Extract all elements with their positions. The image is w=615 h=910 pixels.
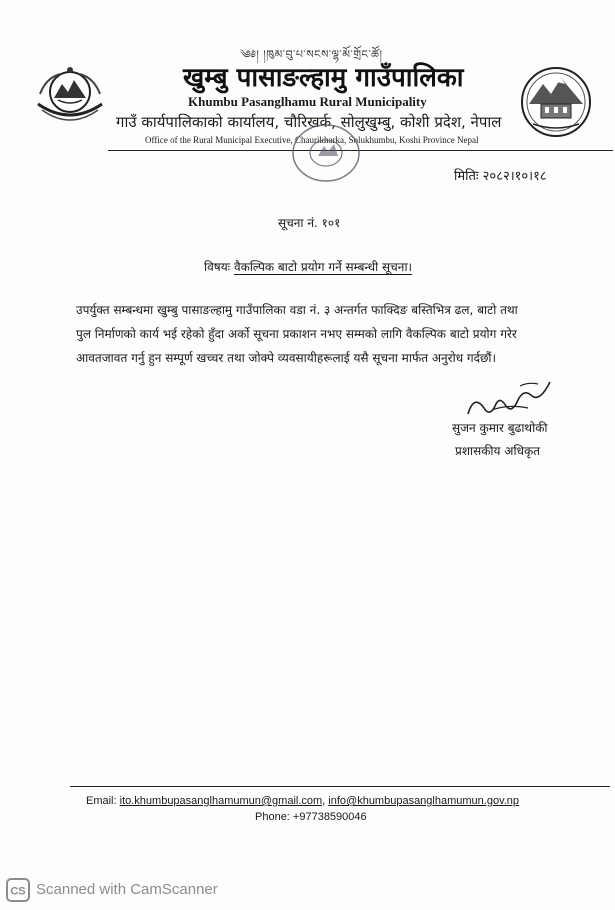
footer-email-line [86, 795, 519, 807]
email-label: Email: [86, 795, 117, 807]
municipality-logo [519, 66, 593, 138]
camscanner-logo-icon [6, 878, 30, 902]
notice-body [76, 298, 556, 370]
signatory-title: प्रशासकीय अधिकृत [455, 444, 541, 458]
email-link-1[interactable]: ito.khumbupasanglhamumun@gmail.com [119, 795, 323, 807]
signatory-name: सुजन कुमार बुढाथोकी [452, 421, 548, 435]
footer-phone: Phone: +97738590046 [255, 811, 367, 823]
notice-subject [204, 258, 412, 275]
email-link-2[interactable]: info@khumbupasanglhamumun.gov.np [328, 795, 520, 807]
office-address-nepali: गाउँ कार्यपालिकाको कार्यालय, चौरिखर्क, सोलुखुम्बु, कोशी प्रदेश, नेपाल [116, 113, 502, 131]
camscanner-watermark-text: Scanned with CamScanner [36, 881, 218, 898]
nepal-emblem-logo [30, 64, 110, 132]
body-line: आवतजावत गर्नु हुन सम्पूर्ण खच्चर तथा जोक्पे व्यवसायीहरूलाई यसै सूचना मार्फत अनुरोध गर्दछौं। [76, 351, 497, 365]
office-address-english: Office of the Rural Municipal Executive, Chaurikharka, Solukhumbu, Koshi Province Nepal [145, 135, 479, 145]
footer-divider [70, 786, 610, 787]
camscanner-logo-text: CS [10, 885, 26, 898]
office-round-stamp [290, 122, 362, 184]
municipality-title-nepali: खुम्बु पासाङल्हामु गाउँपालिका [183, 63, 464, 93]
body-line: उपर्युक्त सम्बन्धमा खुम्बु पासाङल्हामु गाउँपालिका वडा नं. ३ अन्तर्गत फाक्दिङ बस्तिभित्र ढल, बाटो तथा [76, 303, 518, 317]
subject-label: विषयः [204, 260, 231, 274]
handwritten-signature [462, 374, 558, 422]
notice-date: मितिः २०८२।१०।१८ [454, 169, 547, 184]
notice-number: सूचना नं. १०१ [278, 216, 341, 230]
email-separator: , [322, 795, 326, 807]
body-line: पुल निर्माणको कार्य भई रहेको हुँदा अर्को सूचना प्रकाशन नभए सम्मको लागि वैकल्पिक बाटो प्रयोग गरेर [76, 327, 517, 341]
tibetan-header-line: ༄༅། །ཁུམ་བུ་པ་སངས་ལྷ་མོ་གྲོང་ཚོ། [240, 48, 383, 61]
municipality-title-english: Khumbu Pasanglhamu Rural Municipality [188, 94, 427, 109]
subject-text: वैकल्पिक बाटो प्रयोग गर्ने सम्बन्धी सूचना। [233, 260, 413, 274]
